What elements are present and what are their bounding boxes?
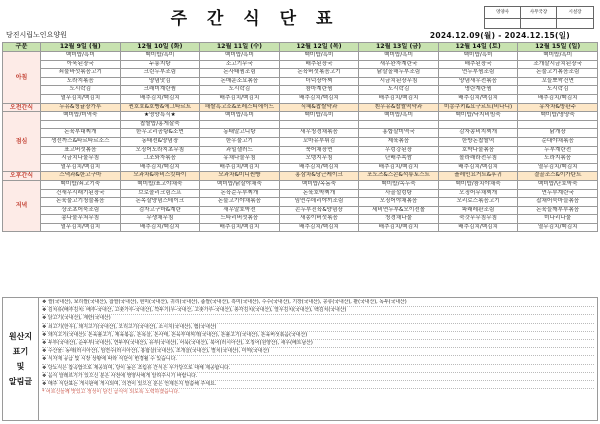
lunch-row [3,155,598,164]
menu-cell: 돈육불고기청불볶음 [41,198,121,207]
menu-cell: 돈사태찜조림 [200,69,280,78]
menu-cell: 손두부진육&양념장 [279,206,359,215]
column-header-day: 12월 13일 (금) [359,43,439,52]
menu-cell: 배추김치/백김치 [518,94,598,103]
menu-cell: 상조초어묵조림 [41,206,121,215]
menu-cell: 플레인요거트&후귀 [438,172,518,181]
menu-cell: 백미밥/단호박죽 [518,180,598,189]
dinner-row [3,180,598,189]
menu-cell: 열무김치/백김치 [518,163,598,172]
menu-cell: 도시락김 [41,86,121,95]
menu-cell: 열무김치/백김치 [41,94,121,103]
menu-cell: 북어채장면 [279,146,359,155]
menu-cell: 도시락김 [200,86,280,95]
menu-cell: 아욱된장국 [41,60,121,69]
notice-body [39,298,597,420]
menu-cell: 연두부찜조림 [438,69,518,78]
menu-cell: 도시락김 [518,86,598,95]
dinner-row [3,215,598,224]
menu-cell: 순대야채볶음 [518,137,598,146]
menu-cell: 청경채나물 [359,215,439,224]
menu-cell: 오징어무채찌개 [438,189,518,198]
menu-cell: 동태알고니탕 [200,129,280,138]
approval-cell: 시설장 [568,10,582,15]
origin-notice [2,297,598,421]
menu-cell: 백미밥/흑미 [518,52,598,61]
menu-cell: 그조와자볶음 [120,155,200,164]
notice-line: ❖ 수산물: 동태(러시아산), 임연수(러시아산), 홍합살(국내산), 조개살(국내산), 멸치(국내산), 미역(국내산) [42,348,594,356]
menu-cell: 배추김치/백김치 [359,223,439,232]
menu-cell: 배추된장국 [279,60,359,69]
approval-cell: 사무국장 [521,7,557,18]
menu-cell: 찹쌀밥/홍게살죽 [120,120,200,129]
menu-cell: 흰우유&찹쌀떡약과 [359,103,439,112]
menu-cell: 양념맛김 [120,77,200,86]
menu-cell: 소고기무국 [200,60,280,69]
menu-cell: 배추김치/백김치 [279,223,359,232]
approval-sign-cell [521,17,557,28]
notice-line: ❖ 두부(국내산), 순두부(국내산), 연두부(국내산), 유부(국내산), 어묵(국내산), 북어(러시아산), 오징어(원양산), 새우(베트남산) [42,340,594,348]
menu-cell: 브로콜리크림스프 [120,189,200,198]
menu-cell: 백미밥/참치야채죽 [438,180,518,189]
header [0,4,600,29]
notice-title-line: 알림글 [8,377,33,386]
column-header-day: 12월 11일 (수) [200,43,280,52]
notice-title-line: 원산지 [8,332,33,341]
menu-cell [518,120,598,129]
meal-label: 아침 [3,52,41,104]
menu-cell: 배추김치/백김치 [359,163,439,172]
menu-cell: 유자차&방판주 [518,103,598,112]
menu-cell: 열무김치/백김치 [41,223,121,232]
menu-cell: 볼라래라전무침 [438,155,518,164]
menu-cell: 돈육버섯볶음고기 [279,69,359,78]
menu-cell: 숙갓무무침무침 [438,215,518,224]
menu-cell: 한우고리곰탕&소면 [120,129,200,138]
menu-cell: 백미밥/흑미 [279,112,359,121]
notice-line: ❖ 음식 알레르기가 있으신 분은 사전에 영양사에게 알려주시기 바랍니다. [42,373,594,381]
menu-cell: ★영양특식★ [120,112,200,121]
menu-cell: 호박나물볶음 [438,146,518,155]
menu-cell: 돈목살양념스테이크 [120,198,200,207]
menu-cell: 돈육호박찌개 [279,189,359,198]
breakfast-row [3,52,598,61]
lunch-row [3,120,598,129]
breakfast-row [3,94,598,103]
notice-line: ❖ 쇠고기(한우), 돼지고기(국내산), 오리고기(국내산), 소시지(국내산), 햄(국내산) [42,324,594,332]
menu-cell: 꼬들뽀싹건면 [518,77,598,86]
notice-line: ❖ 쌀(국내산), 보리쌀(국내산), 찹쌀(국내산), 현미(국내산), 귀리(국내산), 좁쌀(국내산), 흑미(국내산), 수수(국내산), 기장(국내산), 콩류(국내산), 팥(국내산), 녹두(국내산) [42,299,594,307]
notice-title-line: 및 [16,362,25,371]
menu-cell: 백미밥/낙지비빔죽 [438,112,518,121]
menu-cell: 건새우시래기된장국 [41,189,121,198]
notice-line: * 어르신들께 맛있고 정성이 담긴 급식이 되도록 노력하겠습니다. [42,389,180,396]
menu-cell: 꼬마유부튀김 [279,137,359,146]
menu-cell: 백미밥/흑미 [41,52,121,61]
menu-cell: 느타리버섯볶음 [200,215,280,224]
menu-cell: 단배추속쌈 [359,155,439,164]
menu-cell: 백미밥/흑미 [438,52,518,61]
meal-label: 오후간식 [3,172,41,181]
meal-label: 저녁 [3,180,41,232]
menu-cell: 돈육부대찌개 [41,129,121,138]
menu-cell: 돈불고기야채볶음 [200,198,280,207]
menu-cell: 모과차&미니찐빵 [200,172,280,181]
menu-cell: 유채나물무침 [200,155,280,164]
menu-cell: 양념새우전볶음 [438,77,518,86]
lunch-row [3,129,598,138]
am-snack-row [3,103,598,112]
menu-cell: 오리로스볶음고기 [438,198,518,207]
dinner-row [3,198,598,207]
column-header-day: 12월 10일 (화) [120,43,200,52]
notice-line: ❖ 돼지고기(국내산): 돈육불고기, 제육볶음, 돈목살, 돈사태, 돈육부대찌개(국내산), 돈불고기(국내산), 돈육버섯볶음(국내산) [42,332,594,340]
menu-cell: 백미밥/영양죽 [518,112,598,121]
weekly-menu-table [2,42,598,232]
page-title: 주 간 식 단 표 [170,9,340,29]
menu-cell: 새우청경채볶음 [279,129,359,138]
approval-sign-row [484,17,594,29]
menu-cell: 조개살시금치된장국 [518,60,598,69]
menu-cell: 배추김치/백김치 [438,163,518,172]
menu-cell: 새송이버섯볶음 [279,215,359,224]
pm-snack-row [3,172,598,181]
menu-cell: 백미밥/흑미 [359,52,439,61]
menu-cell: 백미밥/옥돔죽 [279,180,359,189]
menu-cell: 돈매운소요볶음 [200,77,280,86]
dinner-row [3,223,598,232]
menu-cell: 배추김치/백김치 [200,163,280,172]
menu-cell: 백미밥/미역죽 [41,112,121,121]
menu-cell: 결골조스&이가탄트 [518,172,598,181]
menu-cell: 무생채무침 [120,215,200,224]
menu-cell: 홍합살미역국 [359,129,439,138]
menu-cell: 배추김치/백김치 [359,94,439,103]
approval-sign-cell [485,17,521,28]
menu-cell: 새우알호박전 [200,206,280,215]
menu-cell: 닭살올해두부조림 [359,69,439,78]
menu-cell: 시금치된장무침 [359,77,439,86]
menu-cell: 포도즈&스콘&석류토스트 [359,172,439,181]
menu-cell: 돈육순두부찌개 [200,189,280,198]
menu-cell: 생선까스&타르타르소스 [41,137,121,146]
menu-cell: 백미밥/표고야채죽 [120,180,200,189]
menu-cell: 연두부계란국 [518,189,598,198]
menu-cell: 한방돈찹쌀떡 [438,137,518,146]
menu-cell [279,120,359,129]
approval-sign-cell [557,17,593,28]
menu-cell: 오뎅지무침 [279,155,359,164]
menu-cell: 백미밥/흑미 [359,112,439,121]
menu-cell: 제육볶음 [359,137,439,146]
menu-cell: 백미밥/흑미 [120,52,200,61]
menu-cell: 동태전&양념장 [120,137,200,146]
menu-cell [359,120,439,129]
meal-label: 오전간식 [3,103,41,112]
menu-cell: 잡채어묵마늘볶음 [518,198,598,207]
institution-name: 당진시립노인요양원 [6,31,67,39]
menu-cell: 백미밥/녹두죽 [359,180,439,189]
notice-line: ❖ 당뇨식은 잡곡밥으로 제공되며, 당이 높은 조림류 간식은 무가당으로 대체 제공합니다. [42,365,594,373]
approval-cell: 영양사 [485,7,521,18]
menu-cell [438,120,518,129]
lunch-row [3,163,598,172]
menu-cell: 도라지볶음 [518,155,598,164]
menu-cell: 홍삼차&당근케이크 [279,172,359,181]
menu-cell: 백미밥/흑미 [200,112,280,121]
menu-cell: 배추김치/백김치 [120,223,200,232]
column-header-day: 12월 9일 (월) [41,43,121,52]
menu-cell: 콩나물무쳐무침 [41,215,121,224]
menu-cell: 돈육들깨부부볶음 [518,206,598,215]
menu-cell: 배추된장국 [438,60,518,69]
menu-cell: 배추김치/백김치 [120,94,200,103]
breakfast-row [3,69,598,78]
notice-title-line: 표기 [12,347,29,356]
menu-cell: 사골설렁탕 [359,189,439,198]
lunch-row [3,137,598,146]
menu-cell: 배추김치/백김치 [279,94,359,103]
menu-cell: 닭개장 [518,129,598,138]
menu-cell: 임연수데리야끼조림 [279,198,359,207]
menu-cell: 크린두부조림 [120,69,200,78]
lunch-row [3,146,598,155]
notice-line: ❖ 김치류(배추김치: 배추-국내산, 고춧가루-국내산), 깍두기(무-국내산, 고춧가루-국내산), 총각김치(국내산), 열무김치(국내산), 백김치(국내산) [42,307,594,315]
menu-cell: 배추김치/백김치 [200,223,280,232]
breakfast-row [3,77,598,86]
menu-cell [200,120,280,129]
menu-cell: 한우불고기 [200,137,280,146]
menu-cell: 오징어도라지초무침 [120,146,200,155]
menu-cell: 파래레판조림 [438,206,518,215]
notice-title [3,298,39,420]
menu-cell: 돈불고기볶음조림 [518,69,598,78]
column-header-category: 구분 [3,43,41,52]
menu-cell: 모과차&하비스킷파이 [120,172,200,181]
menu-cell: 미나리나물 [518,215,598,224]
column-header-day: 12월 12일 (목) [279,43,359,52]
menu-cell: 배추김치/백김치 [438,94,518,103]
menu-cell: 표고버섯볶음 [41,146,121,155]
column-header-day: 12월 15일 (일) [518,43,598,52]
menu-cell: 두부계란전 [518,146,598,155]
column-header-day: 12월 14일 (토) [438,43,518,52]
menu-cell: 감자콩비지찌개 [438,129,518,138]
menu-cell: 백미밥/흑미 [279,52,359,61]
menu-cell: 더덕장아찌 [279,77,359,86]
menu-cell: 배추김치/백김치 [279,163,359,172]
menu-cell: 세비연두부&오이전볼 [359,206,439,215]
menu-cell: 열무김치/백김치 [518,223,598,232]
menu-cell: 누룽지탕 [120,60,200,69]
menu-cell: 명란계란찜 [438,86,518,95]
menu-cell: 미몽쿠키&요구르트(비나니) [438,103,518,112]
menu-cell: 열무김치/백김치 [41,163,121,172]
table-header-row [3,43,598,52]
menu-cell: 도시락김 [359,86,439,95]
lunch-row [3,112,598,121]
menu-cell [41,120,121,129]
menu-cell: 과일샐러드 [200,146,280,155]
notice-line: ❖ 매주 식단표는 게시판에 게시되며, 의견이 있으신 분은 언제든지 말씀해 주세요. [42,381,594,389]
menu-cell: 우렁강된장 [359,146,439,155]
menu-cell: 검자고구마&계란 [120,206,200,215]
menu-cell: 참마계란찜 [279,86,359,95]
menu-cell: 백미밥/쇠고기죽 [41,180,121,189]
menu-cell: 식혜&찹쌀약과 [279,103,359,112]
menu-cell: 배추김치/백김치 [200,94,280,103]
menu-cell: 오징어야채볶음 [359,198,439,207]
menu-cell: 쇠불바섯볶음고기 [41,69,121,78]
menu-cell: 배추김치/백김치 [120,163,200,172]
menu-cell: 백미밥/흑미 [200,52,280,61]
menu-cell: 스낵과&한고구마 [41,172,121,181]
breakfast-row [3,86,598,95]
dinner-row [3,189,598,198]
menu-cell: 해쌀흑고소&포레스티에이드 [200,103,280,112]
menu-cell: 배추김치/백김치 [438,223,518,232]
menu-cell: 찐호호&호빵&에그타르트 [120,103,200,112]
menu-cell: 새우완자계란국 [359,60,439,69]
notice-line: ❖ 식자재 공급 및 시장 상황에 따라 식단이 변경될 수 있습니다. [42,356,594,364]
dinner-row [3,206,598,215]
menu-period: 2024.12.09(월) - 2024.12.15(일) [429,31,570,40]
menu-cell: 백미밥/닭살야채죽 [200,180,280,189]
menu-cell: 시금치나물무침 [41,155,121,164]
breakfast-row [3,60,598,69]
menu-cell: 두유&청귤장가루 [41,103,121,112]
notice-line: ❖ 닭고기(국내산), 계란(국내산) [42,315,594,323]
menu-cell: 도라지볶음 [41,77,121,86]
menu-cell: 크래미계란찜 [120,86,200,95]
meal-label: 점심 [3,112,41,172]
